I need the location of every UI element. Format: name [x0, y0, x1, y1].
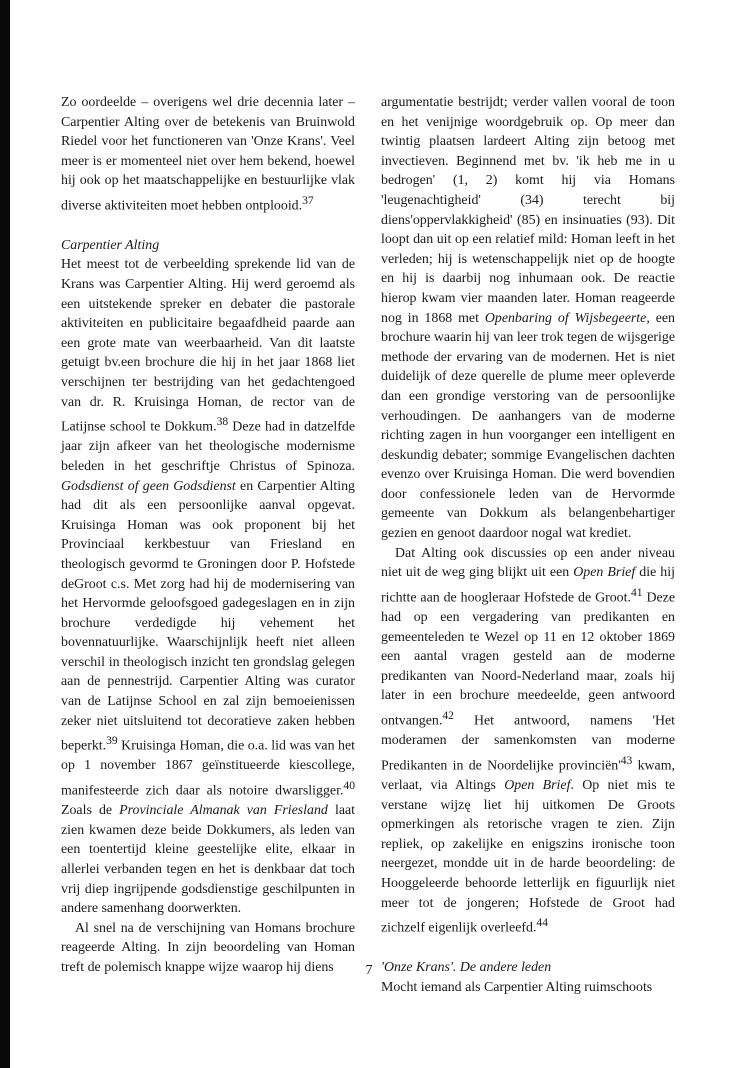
scan-edge-bar — [0, 0, 10, 1068]
paragraph-andere-leden: Mocht iemand als Carpentier Alting ruimschoots — [381, 979, 653, 995]
title-open-brief-1: Open Brief — [573, 565, 636, 581]
right-column — [381, 93, 675, 997]
footnote-ref-38: 38 — [216, 415, 229, 429]
footnote-ref-43: 43 — [620, 753, 633, 767]
paragraph-open-brief: Dat Alting ook discussies op een ander niveau niet uit de weg ging blijkt uit een Open Brief die hij richtte aan de hoogleraar Hofstede de Groot.$^{41}$ Deze had op een vergadering van predikanten en gemeenteleden te Wezel op 11 en 12 oktober 1869 een aantal vragen gesteld aan de moderne predikanten van Noord-Nederland maar, zoals hij later in een brochure meedeelde, geen antwoord ontvangen.$^{42}$ Het antwoord, namens 'Het moderamen der samenkomsten van moderne Predikanten in de Noordelijke $provinciën'^{43}$ kwam, verlaat, via Altings Open Brief. Op niet mis te verstane wijzę liet hij uitkomen De Groots opmerkingen als retorische vragen te zien. Zijn repliek, op zakelijke en enigszins ironische toon neergezet, mondde uit in de harde beoordeling: de Hooggeleerde behoorde letterlijk en figuurlijk niet meer tot de jongeren; Hofstede de Groot had zichzelf eigenlijk overleefd.$^{44}$ — [381, 545, 675, 936]
title-openbaring: Openbaring of Wijsbegeerte — [484, 310, 647, 326]
paragraph-argumentatie: argumentatie bestrijdt; verder vallen vooral de toon en het venijnige woordgebruik op. Op meer dan twintig plaatsen lardeert Alting zijn betoog met invectieven. Beginnend met bv. 'ik heb me in u bedrogen' (1, 2) komt hij via Homans 'leugenachtigheid' (34) terecht bij diens'oppervlakkigheid' (85) en insinuaties (93). Dit loopt dan uit op een relatief mild: Homan leeft in het verleden; hij is wetenschappelijk niet op de hoogte en hij is daarbij nog inhumaan ook. De reactie hierop kwam vier maanden later. Homan reageerde nog in 1868 met Openbaring of Wijsbegeerte, een brochure waarin hij van leer trok tegen de wijsgerige methode der ervaring van de modernen. Het is niet duidelijk of deze querelle de plume meer opleverde dan een grondige verstoring van de persoonlijke verhoudingen. De aanhangers van de moderne richting zagen in hun voorganger een intelligent en deskundig debater; sommige Evangelischen dachten evenzo over Kruisinga Homan. Die werd bovendien door confessionele leden van de Hervormde gemeente van Dokkum als belangenbehartiger gezien en genoot daardoor nogal wat krediet. — [381, 95, 675, 542]
title-open-brief-2: Open Brief — [504, 778, 571, 794]
paragraph-intro: Zo oordeelde – overigens wel drie decennia later – Carpentier Alting over de betekenis van Bruinwold Riedel voor het functioneren van 'Onze Krans'. Veel meer is er momenteel niet over hem bekend, hoewel hij ook op het maatschappelijke en bestuurlijke vlak diverse aktiviteiten moet hebben ontplooid.$^{37}$ — [61, 95, 355, 214]
title-godsdienst: Godsdienst of geen Godsdienst — [61, 478, 236, 494]
section-heading-carpentier-alting: Carpentier Alting — [61, 237, 160, 253]
left-column — [61, 93, 355, 978]
paragraph-homan-brochure: Al snel na de verschijning van Homans brochure reageerde Alting. In zijn beoordeling van Homan treft de polemisch knappe wijze waarop hij diens — [61, 920, 355, 976]
page-number: 7 — [365, 963, 373, 978]
footnote-ref-42: 42 — [442, 709, 454, 723]
paragraph-carpentier-alting: Het meest tot de verbeelding sprekende lid van de Krans was Carpentier Alting. Hij werd geroemd als een uitstekende spreker en debater die pastorale aktiviteiten en publicitaire begaafdheid paarde aan een grote mate van weerbaarheid. Van dit laatste getuigt bv.een brochure die hij in het jaar 1868 liet verschijnen ter bestrijding van het gedachtengoed van dr. R. Kruisinga Homan, de rector van de Latijnse school te Dokkum.$^{38}$ Deze had in datzelfde jaar zijn afkeer van het theologische modernisme beleden in het geschriftje Christus of Spinoza. Godsdienst of geen Godsdienst en Carpentier Alting had dit als een persoonlijke aanval opgevat. Kruisinga Homan was ook proponent bij het Provinciaal kerkbestuur van Friesland en theologisch gevormd te Groningen door P. Hofstede deGroot c.s. Met zorg had hij de modernisering van het Hervormde geloofsgoed gadegeslagen en in zijn brochure verdedigde hij vehement het bovennatuurlijke. Waarschijnlijk heeft niet alleen verschil in theologisch inzicht ten grondslag gelegen aan de pennestrijd. Carpentier Alting was curator van de Latijnse School en zal zijn bemoeienissen zeker niet uitsluitend tot decoratieve zaken hebben beperkt.$^{39}$ Kruisinga Homan, die o.a. lid was van het op 1 november 1867 geïnstitueerde kiescollege, manifesteerde zich daar als notoire dwarsligger.$^{40}$ Zoals de Provinciale Almanak van Friesland laat zien kwamen deze beide Dokkumers, als leden van een toentertijd kleine geestelijke elite, elkaar in allerlei verbanden tegen en het is denkbaar dat toch vrij diep ingrijpende godsdienstige geschilpunten in andere samenhang doorwerkten. — [61, 257, 356, 917]
footnote-ref-40: 40 — [343, 779, 355, 793]
footnote-ref-41: 41 — [630, 585, 643, 599]
footnote-ref-44: 44 — [536, 916, 548, 930]
title-provinciale-almanak: Provinciale Almanak van Friesland — [119, 803, 328, 819]
footnote-ref-39: 39 — [106, 734, 118, 748]
section-heading-onze-krans: 'Onze Krans'. De andere leden — [381, 960, 552, 976]
footnote-ref-37: 37 — [302, 193, 314, 207]
